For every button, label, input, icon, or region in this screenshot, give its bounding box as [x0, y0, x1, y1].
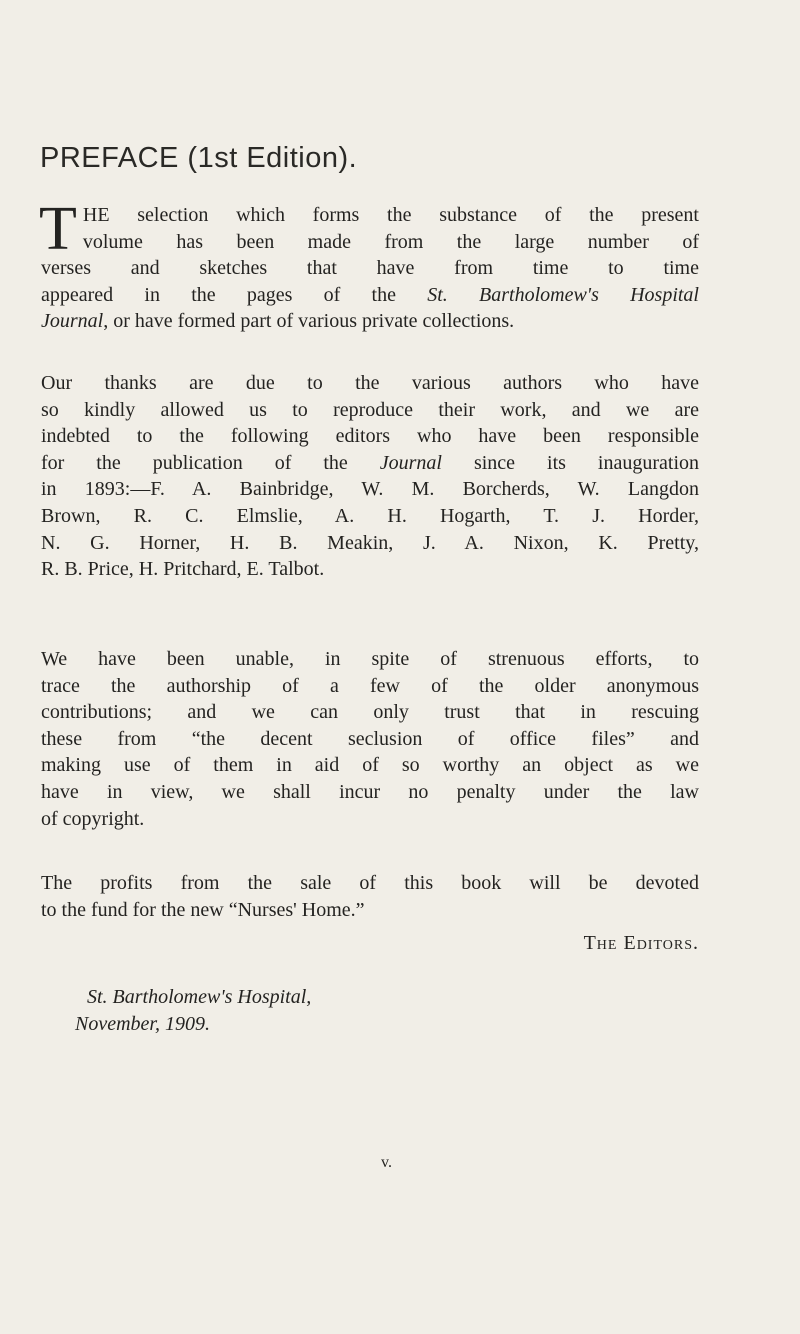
preface-paragraph-3: [41, 646, 699, 832]
text-line: We have been unable, in spite of strenuous efforts, to: [41, 648, 699, 670]
text-line: Brown, R. C. Elmslie, A. H. Hogarth, T. J. Horder,: [41, 504, 699, 527]
italic-title: Journal: [41, 310, 104, 333]
text-line: making use of them in aid of so worthy an object as we: [41, 754, 699, 777]
text-line: in 1893:—F. A. Bainbridge, W. M. Borcherds, W. Langdon: [41, 478, 699, 501]
italic-title: Journal: [379, 451, 442, 474]
text-line: N. G. Horner, H. B. Meakin, J. A. Nixon, K. Pretty,: [41, 531, 699, 554]
text-line: to the fund for the new “Nurses' Home.”: [41, 898, 365, 921]
text-line: volume has been made from the large number of: [82, 230, 699, 253]
text-line: HE selection which forms the substance of the present: [82, 204, 699, 226]
text-line: contributions; and we can only trust that in rescuing: [41, 701, 699, 724]
drop-cap: T: [39, 195, 77, 263]
text-line-content: verses and sketches that have from time to time: [41, 257, 699, 280]
preface-paragraph-2: [41, 370, 699, 583]
date-line: November, 1909.: [75, 1012, 210, 1035]
text-line: Our thanks are due to the various authors who have: [41, 372, 699, 394]
page-number: v.: [381, 1154, 392, 1171]
place-and-date: [75, 984, 312, 1037]
text-line: indebted to the following editors who have been responsible: [41, 425, 699, 448]
journal-line: for the publication of the Journal since its inauguration: [41, 451, 699, 474]
text-line: R. B. Price, H. Pritchard, E. Talbot.: [41, 558, 325, 581]
text-line: these from “the decent seclusion of office files” and: [41, 727, 699, 750]
text-line: The profits from the sale of this book will be devoted: [41, 872, 699, 894]
place-line: St. Bartholomew's Hospital,: [87, 986, 312, 1008]
journal-title-line-2: Journal, or have formed part of various private collections.: [41, 310, 515, 333]
journal-title-line: appeared in the pages of the St. Bartholomew's Hospital: [41, 283, 699, 306]
preface-paragraph-1: [39, 195, 699, 335]
text-line: trace the authorship of a few of the older anonymous: [41, 674, 699, 697]
text-line: have in view, we shall incur no penalty under the law: [41, 780, 699, 803]
italic-title: St. Bartholomew's Hospital: [427, 283, 699, 306]
text-line: [41, 255, 699, 282]
preface-paragraph-4: [41, 870, 699, 923]
text-line: of copyright.: [41, 807, 145, 830]
page-title: PREFACE (1st Edition).: [40, 142, 358, 174]
signature: The Editors.: [583, 932, 699, 954]
text-line: so kindly allowed us to reproduce their work, and we are: [41, 398, 699, 421]
